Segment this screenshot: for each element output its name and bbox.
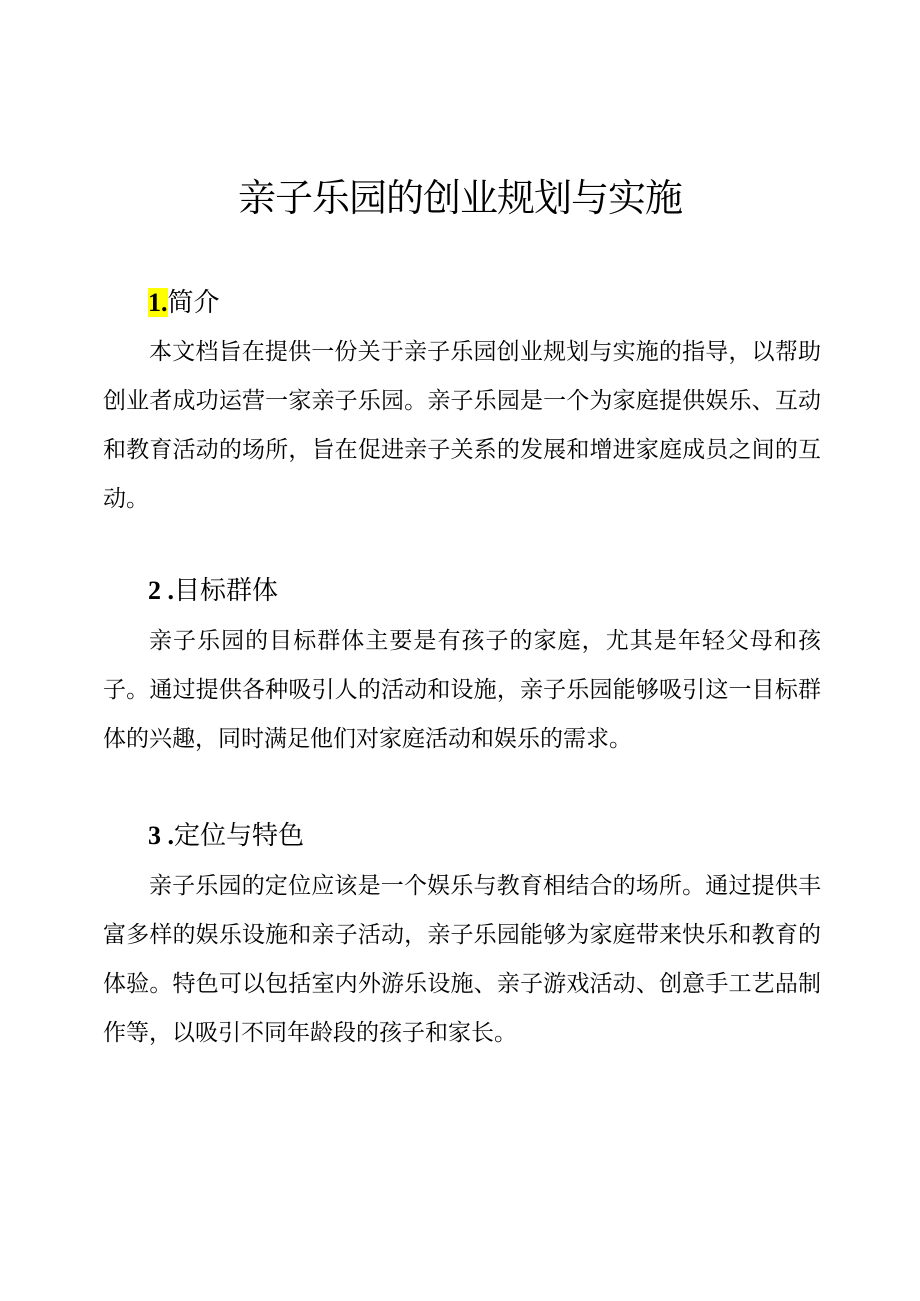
section-heading-target-group	[148, 571, 278, 611]
section-heading-positioning	[148, 816, 304, 856]
section-heading-intro	[148, 283, 220, 323]
section-number: 2 .	[148, 576, 174, 605]
section-number: 3 .	[148, 821, 174, 850]
section-paragraph-target-group: 亲子乐园的目标群体主要是有孩子的家庭，尤其是年轻父母和孩子。通过提供各种吸引人的活动和设施，亲子乐园能够吸引这一目标群体的兴趣，同时满足他们对家庭活动和娱乐的需求。	[103, 628, 821, 752]
section-heading-text: 目标群体	[174, 576, 279, 606]
section-paragraph-positioning: 亲子乐园的定位应该是一个娱乐与教育相结合的场所。通过提供丰富多样的娱乐设施和亲子活动，亲子乐园能够为家庭带来快乐和教育的体验。特色可以包括室内外游乐设施、亲子游戏活动、创意手工艺品制作等，以吸引不同年龄段的孩子和家长。	[103, 873, 821, 1046]
section-paragraph-intro: 本文档旨在提供一份关于亲子乐园创业规划与实施的指导，以帮助创业者成功运营一家亲子乐园。亲子乐园是一个为家庭提供娱乐、互动和教育活动的场所，旨在促进亲子关系的发展和增进家庭成员之间的互动。	[103, 339, 821, 512]
section-heading-text: 简介	[167, 288, 220, 318]
section-number-highlighted: 1.	[148, 288, 168, 317]
section-heading-text: 定位与特色	[174, 821, 305, 851]
document-title: 亲子乐园的创业规划与实施	[237, 176, 682, 220]
